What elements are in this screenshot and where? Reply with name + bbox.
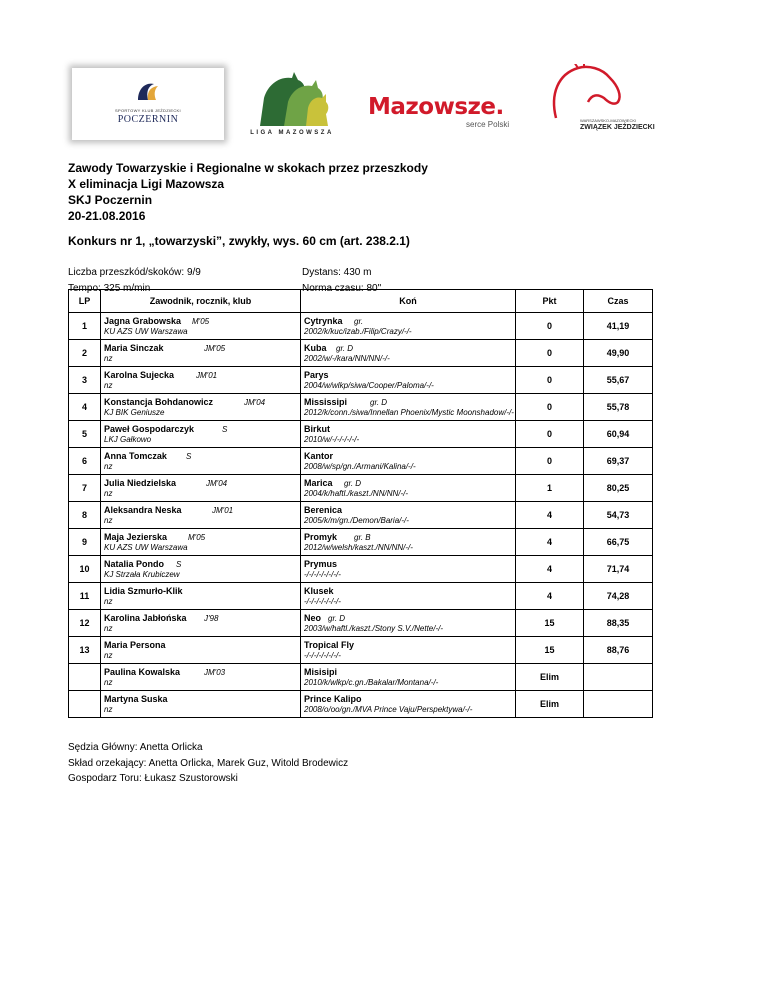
row-horse-line (304, 613, 515, 624)
row-horse-line (304, 397, 515, 408)
horse-pedigree: 2012/k/conn./siwa/Innellan Phoenix/Mystic Moonshadow/-/- (304, 407, 514, 417)
row-lp: 7 (69, 475, 101, 502)
horse-pedigree: 2008/o/oo/gn./MVA Prince Vaju/Perspektywa/-/- (304, 704, 473, 714)
row-rider (101, 367, 301, 394)
row-time: 71,74 (584, 556, 653, 583)
row-horse-line (304, 343, 515, 354)
row-time: 41,19 (584, 313, 653, 340)
row-horse (301, 556, 516, 583)
rider-club: KU AZS UW Warszawa (104, 326, 188, 336)
table-row (69, 340, 653, 367)
header-czas: Czas (584, 290, 653, 313)
competition-title: Konkurs nr 1, „towarzyski”, zwykły, wys. 60 cm (art. 238.2.1) (68, 234, 410, 248)
horse-pedigree: 2005/k/m/gn./Demon/Baria/-/- (304, 515, 409, 525)
rider-name: Paulina Kowalska (104, 666, 181, 677)
horse-pedigree: 2002/k/kuc/izab./Filip/Crazy/-/- (304, 326, 412, 336)
row-lp: 10 (69, 556, 101, 583)
event-date: 20-21.08.2016 (68, 209, 146, 223)
row-horse-line (304, 505, 515, 516)
row-rider-line (104, 559, 300, 570)
row-horse (301, 664, 516, 691)
row-horse (301, 610, 516, 637)
row-horse (301, 502, 516, 529)
row-lp (69, 691, 101, 718)
rider-club: KJ BIK Geniusze (104, 407, 165, 417)
row-rider-line (104, 613, 300, 624)
table-row (69, 529, 653, 556)
rider-club: nz (104, 515, 113, 525)
rider-category: S (222, 424, 228, 434)
row-rider-line (104, 478, 300, 489)
table-row (69, 394, 653, 421)
row-lp: 8 (69, 502, 101, 529)
chief-judge: Sędzia Główny: Anetta Orlicka (68, 742, 203, 753)
row-rider (101, 448, 301, 475)
row-rider (101, 529, 301, 556)
row-rider (101, 637, 301, 664)
poczernin-logo (72, 68, 224, 140)
horse-pedigree: 2010/k/wlkp/c.gn./Bakalar/Montana/-/- (304, 677, 439, 687)
row-horse-line (304, 370, 515, 381)
row-horse (301, 637, 516, 664)
row-time: 49,90 (584, 340, 653, 367)
rider-category: JM'04 (206, 478, 228, 488)
row-horse (301, 313, 516, 340)
wzj-logo (548, 64, 658, 140)
row-points: 1 (516, 475, 584, 502)
horse-name: Misisipi (304, 666, 338, 677)
horse-name: Prince Kalipo (304, 693, 362, 704)
rider-club: nz (104, 704, 113, 714)
horse-group: gr. D (370, 397, 388, 407)
row-points: 0 (516, 313, 584, 340)
horse-pedigree: 2004/w/wlkp/siwa/Cooper/Paloma/-/- (304, 380, 434, 390)
rider-name: Karolna Sujecka (104, 369, 175, 380)
table-header-row (69, 290, 653, 313)
header-rider: Zawodnik, rocznik, klub (101, 290, 301, 313)
row-time: 55,67 (584, 367, 653, 394)
poczernin-emblem-icon (134, 80, 162, 104)
row-lp: 13 (69, 637, 101, 664)
horse-group: gr. D (344, 478, 362, 488)
horse-name: Kantor (304, 450, 333, 461)
rider-name: Anna Tomczak (104, 450, 167, 461)
row-horse (301, 367, 516, 394)
row-rider-line (104, 532, 300, 543)
row-horse-line (304, 478, 515, 489)
row-horse (301, 340, 516, 367)
rider-category: JM'01 (196, 370, 218, 380)
rider-category: JM'03 (204, 667, 226, 677)
row-time: 88,35 (584, 610, 653, 637)
obstacle-count: Liczba przeszkód/skoków: 9/9 (68, 267, 201, 278)
horse-name: Marica (304, 477, 333, 488)
row-points: 4 (516, 529, 584, 556)
row-lp: 6 (69, 448, 101, 475)
row-rider-line (104, 397, 300, 408)
horse-name: Kuba (304, 342, 327, 353)
rider-club: nz (104, 596, 113, 606)
table-row (69, 475, 653, 502)
row-lp: 12 (69, 610, 101, 637)
horse-pedigree: -/-/-/-/-/-/-/- (304, 569, 341, 579)
horse-pedigree: 2008/w/sp/gn./Armani/Kalina/-/- (304, 461, 416, 471)
row-rider (101, 610, 301, 637)
distance: Dystans: 430 m (302, 267, 372, 278)
row-points: 0 (516, 448, 584, 475)
horse-name: Prymus (304, 558, 338, 569)
row-points: 4 (516, 502, 584, 529)
row-rider (101, 421, 301, 448)
results-table (68, 289, 653, 718)
horse-name: Berenica (304, 504, 343, 515)
poczernin-logo-small-text: SPORTOWY KLUB JEŹDZIECKI (115, 108, 181, 113)
table-row (69, 664, 653, 691)
horse-pedigree: 2012/w/welsh/kaszt./NN/NN/-/- (304, 542, 413, 552)
row-horse-line (304, 532, 515, 543)
table-row (69, 637, 653, 664)
horse-name: Tropical Fly (304, 639, 355, 650)
rider-name: Martyna Suska (104, 693, 168, 704)
liga-mazowsza-text: LIGA MAZOWSZA (250, 130, 334, 136)
row-lp: 4 (69, 394, 101, 421)
horse-group: gr. D (328, 613, 346, 623)
rider-club: nz (104, 488, 113, 498)
rider-club: KU AZS UW Warszawa (104, 542, 188, 552)
row-points: 4 (516, 583, 584, 610)
horse-pedigree: -/-/-/-/-/-/-/- (304, 596, 341, 606)
row-rider (101, 583, 301, 610)
row-horse-line (304, 586, 515, 597)
mazowsze-tagline: serce Polski (466, 120, 510, 129)
row-rider (101, 313, 301, 340)
row-points: 0 (516, 394, 584, 421)
row-horse-line (304, 667, 515, 678)
horse-heads-icon (250, 68, 334, 128)
rider-category: S (186, 451, 192, 461)
table-row (69, 448, 653, 475)
row-lp (69, 664, 101, 691)
row-time: 69,37 (584, 448, 653, 475)
row-horse-line (304, 640, 515, 651)
rider-category: J'98 (204, 613, 219, 623)
officials (68, 740, 348, 787)
rider-name: Julia Niedzielska (104, 477, 177, 488)
row-horse (301, 583, 516, 610)
row-rider-line (104, 667, 300, 678)
row-points: 0 (516, 367, 584, 394)
header-pkt: Pkt (516, 290, 584, 313)
row-horse-line (304, 424, 515, 435)
row-rider-line (104, 694, 300, 705)
table-row (69, 367, 653, 394)
row-time: 54,73 (584, 502, 653, 529)
rider-name: Paweł Gospodarczyk (104, 423, 195, 434)
mazowsze-wordmark: Mazowsze. (368, 94, 504, 120)
horse-pedigree: -/-/-/-/-/-/-/- (304, 650, 341, 660)
event-title: Zawody Towarzyskie i Regionalne w skokach przez przeszkody (68, 161, 428, 175)
table-row (69, 610, 653, 637)
horse-group: gr. (354, 316, 364, 326)
event-stage: X eliminacja Ligi Mazowsza (68, 177, 225, 191)
rider-club: nz (104, 677, 113, 687)
poczernin-logo-name: POCZERNIN (117, 114, 179, 125)
tempo: Tempo: 325 m/min (68, 283, 151, 294)
rider-name: Aleksandra Neska (104, 504, 182, 515)
row-lp: 1 (69, 313, 101, 340)
rider-name: Karolina Jabłońska (104, 612, 187, 623)
rider-club: nz (104, 353, 113, 363)
row-rider (101, 394, 301, 421)
header-horse: Koń (301, 290, 516, 313)
horse-name: Promyk (304, 531, 338, 542)
horse-name: Parys (304, 369, 329, 380)
table-row (69, 691, 653, 718)
row-rider-line (104, 505, 300, 516)
table-row (69, 313, 653, 340)
row-time: 66,75 (584, 529, 653, 556)
rider-name: Maria Persona (104, 639, 166, 650)
row-lp: 5 (69, 421, 101, 448)
rider-name: Maria Sinczak (104, 342, 164, 353)
event-header (68, 160, 428, 224)
rider-category: JM'04 (244, 397, 266, 407)
row-points: 15 (516, 637, 584, 664)
mazowsze-logo (368, 94, 528, 134)
rider-category: JM'05 (204, 343, 226, 353)
judging-panel: Skład orzekający: Anetta Orlicka, Marek Guz, Witold Brodewicz (68, 757, 349, 769)
horse-name: Klusek (304, 585, 334, 596)
row-lp: 2 (69, 340, 101, 367)
row-points: 0 (516, 421, 584, 448)
wzj-logo-line2: ZWIĄZEK JEŹDZIECKI (580, 124, 655, 131)
rider-name: Konstancja Bohdanowicz (104, 396, 214, 407)
row-horse-line (304, 694, 515, 705)
row-horse (301, 421, 516, 448)
rider-club: KJ Strzała Krubiczew (104, 569, 180, 579)
row-rider-line (104, 451, 300, 462)
row-rider-line (104, 316, 300, 327)
rider-name: Natalia Pondo (104, 558, 165, 569)
rider-club: nz (104, 650, 113, 660)
row-points: 15 (516, 610, 584, 637)
row-time (584, 691, 653, 718)
row-lp: 3 (69, 367, 101, 394)
row-rider (101, 340, 301, 367)
row-rider-line (104, 586, 300, 597)
rider-club: nz (104, 623, 113, 633)
row-points: 4 (516, 556, 584, 583)
results-body (69, 313, 653, 718)
table-row (69, 421, 653, 448)
rider-name: Maja Jezierska (104, 531, 168, 542)
course-host: Gospodarz Toru: Łukasz Szustorowski (68, 773, 238, 784)
rider-name: Jagna Grabowska (104, 315, 182, 326)
row-points: 0 (516, 340, 584, 367)
rider-category: S (176, 559, 182, 569)
red-horse-head-icon (548, 64, 628, 120)
row-horse (301, 475, 516, 502)
rider-club: nz (104, 380, 113, 390)
logo-bar (0, 62, 768, 142)
row-time: 80,25 (584, 475, 653, 502)
row-rider (101, 664, 301, 691)
row-horse (301, 448, 516, 475)
table-row (69, 583, 653, 610)
row-horse-line (304, 451, 515, 462)
row-rider-line (104, 343, 300, 354)
row-time: 74,28 (584, 583, 653, 610)
row-lp: 9 (69, 529, 101, 556)
horse-name: Mississipi (304, 396, 348, 407)
horse-pedigree: 2003/w/haftl./kaszt./Stony S.V./Nette/-/- (304, 623, 444, 633)
row-horse-line (304, 559, 515, 570)
table-row (69, 502, 653, 529)
header-lp: LP (69, 290, 101, 313)
horse-group: gr. B (354, 532, 371, 542)
horse-pedigree: 2004/k/haftl./kaszt./NN/NN/-/- (304, 488, 409, 498)
row-horse (301, 394, 516, 421)
event-venue: SKJ Poczernin (68, 193, 153, 207)
horse-group: gr. D (336, 343, 354, 353)
rider-club: nz (104, 461, 113, 471)
horse-name: Cytrynka (304, 315, 343, 326)
row-rider-line (104, 640, 300, 651)
row-time (584, 664, 653, 691)
row-lp: 11 (69, 583, 101, 610)
liga-mazowsza-logo (250, 68, 334, 140)
horse-name: Birkut (304, 423, 331, 434)
horse-name: Neo (304, 612, 322, 623)
time-norm: Norma czasu: 80" (302, 283, 382, 294)
row-points: Elim (516, 691, 584, 718)
rider-category: M'05 (188, 532, 206, 542)
rider-club: LKJ Gałkowo (104, 434, 152, 444)
row-rider-line (104, 424, 300, 435)
rider-name: Lidia Szmurło-Klik (104, 585, 183, 596)
row-rider (101, 502, 301, 529)
row-rider (101, 475, 301, 502)
row-time: 55,78 (584, 394, 653, 421)
rider-category: M'05 (192, 316, 210, 326)
row-horse (301, 529, 516, 556)
row-time: 88,76 (584, 637, 653, 664)
table-row (69, 556, 653, 583)
row-horse (301, 691, 516, 718)
horse-pedigree: 2002/w/-/kara/NN/NN/-/- (304, 353, 390, 363)
row-rider (101, 556, 301, 583)
rider-category: JM'01 (212, 505, 234, 515)
row-points: Elim (516, 664, 584, 691)
row-rider-line (104, 370, 300, 381)
row-time: 60,94 (584, 421, 653, 448)
row-horse-line (304, 316, 515, 327)
row-rider (101, 691, 301, 718)
horse-pedigree: 2010/w/-/-/-/-/-/- (304, 434, 360, 444)
wzj-logo-line1: WARSZAWSKO-MAZOWIECKI (580, 118, 637, 123)
